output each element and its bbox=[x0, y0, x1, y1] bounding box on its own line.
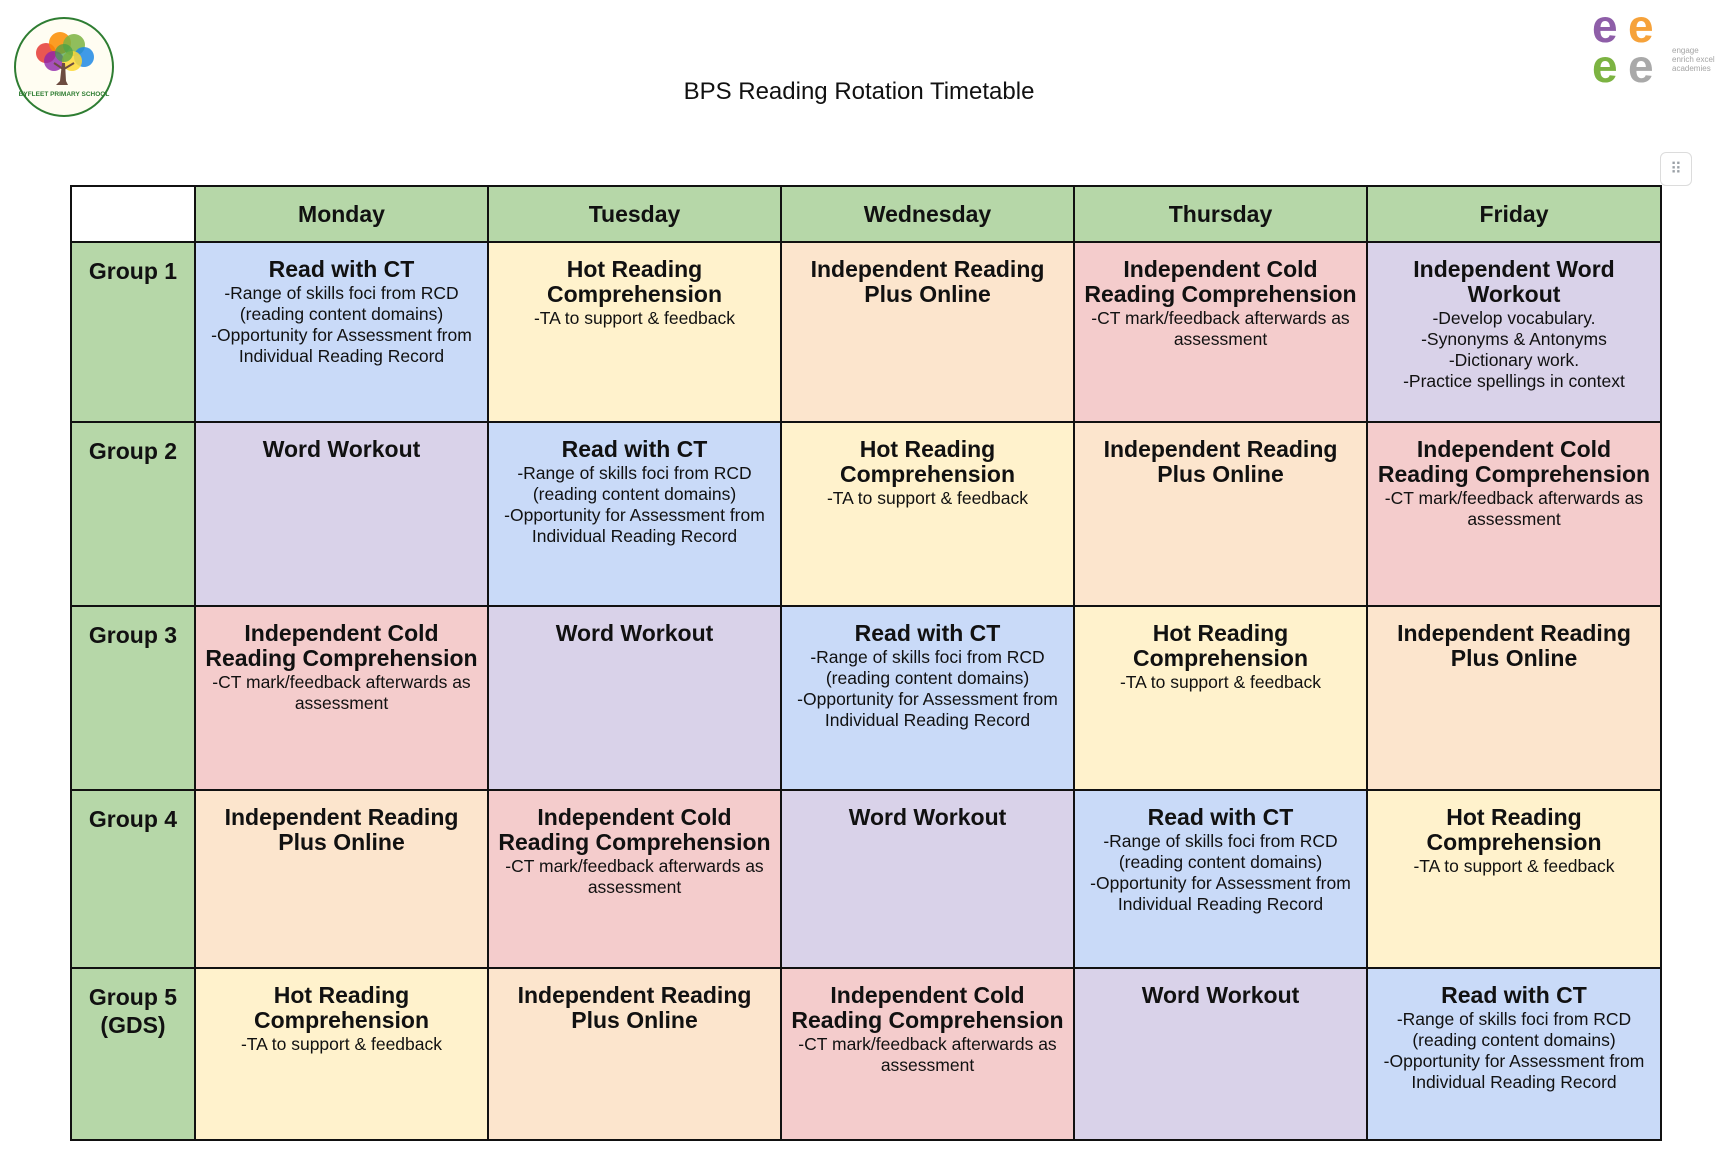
activity-title: Read with CT bbox=[268, 256, 415, 282]
activity-description: -TA to support & feedback bbox=[240, 1034, 443, 1054]
activity-cell bbox=[195, 968, 488, 1140]
activity-cell bbox=[195, 790, 488, 968]
activity-cell bbox=[488, 242, 781, 422]
activity-description: -CT mark/feedback afterwards as assessment bbox=[505, 856, 764, 897]
activity-title: Independent Reading Plus Online bbox=[1397, 620, 1631, 671]
page-title: BPS Reading Rotation Timetable bbox=[683, 78, 1035, 105]
activity-cell bbox=[1367, 606, 1661, 790]
activity-title: Independent Word Workout bbox=[1413, 256, 1615, 307]
activity-title: Independent Reading Plus Online bbox=[224, 804, 459, 855]
activity-title: Independent Reading Plus Online bbox=[1103, 436, 1338, 487]
svg-text:e: e bbox=[1592, 40, 1618, 86]
activity-cell bbox=[781, 422, 1074, 606]
activity-description: -TA to support & feedback bbox=[533, 308, 736, 328]
eeee-logo-icon bbox=[1592, 6, 1672, 86]
activity-title: Read with CT bbox=[854, 620, 1001, 646]
activity-cell bbox=[781, 790, 1074, 968]
activity-title: Word Workout bbox=[1141, 982, 1300, 1008]
activity-description: -Range of skills foci from RCD (reading content domains) -Opportunity for Assessment from Individual Reading Record bbox=[1090, 831, 1351, 914]
activity-description: -CT mark/feedback afterwards as assessment bbox=[798, 1034, 1057, 1075]
activity-title: Word Workout bbox=[262, 436, 421, 462]
activity-description: -Range of skills foci from RCD (reading content domains) -Opportunity for Assessment from Individual Reading Record bbox=[1383, 1009, 1645, 1092]
activity-cell bbox=[195, 606, 488, 790]
group-label: Group 5 (GDS) bbox=[71, 968, 195, 1140]
activity-cell bbox=[1367, 968, 1661, 1140]
activity-description: -Range of skills foci from RCD (reading content domains) -Opportunity for Assessment from Individual Reading Record bbox=[504, 463, 765, 546]
activity-cell bbox=[781, 242, 1074, 422]
table-row bbox=[71, 242, 1661, 422]
activity-cell bbox=[1074, 422, 1367, 606]
day-header-row bbox=[71, 186, 1661, 242]
activity-description: -CT mark/feedback afterwards as assessment bbox=[1384, 488, 1644, 529]
school-name-text: BYFLEET PRIMARY SCHOOL bbox=[18, 91, 110, 98]
activity-title: Independent Cold Reading Comprehension bbox=[498, 804, 771, 855]
activity-title: Independent Reading Plus Online bbox=[517, 982, 752, 1033]
activity-description: -CT mark/feedback afterwards as assessment bbox=[1091, 308, 1350, 349]
group-label: Group 4 bbox=[71, 790, 195, 968]
activity-title: Independent Cold Reading Comprehension bbox=[1377, 436, 1651, 487]
group-label: Group 1 bbox=[71, 242, 195, 422]
activity-description: -TA to support & feedback bbox=[1119, 672, 1322, 692]
svg-text:e: e bbox=[1592, 6, 1618, 52]
activity-cell bbox=[1367, 242, 1661, 422]
activity-cell bbox=[488, 790, 781, 968]
activity-description: -Range of skills foci from RCD (reading content domains) -Opportunity for Assessment from Individual Reading Record bbox=[797, 647, 1058, 730]
trust-name-text: engage enrich excel academies bbox=[1672, 46, 1715, 73]
activity-title: Independent Cold Reading Comprehension bbox=[1084, 256, 1357, 307]
activity-description: -TA to support & feedback bbox=[826, 488, 1029, 508]
activity-cell bbox=[1074, 606, 1367, 790]
activity-title: Read with CT bbox=[1147, 804, 1294, 830]
activity-title: Hot Reading Comprehension bbox=[839, 436, 1016, 487]
activity-title: Hot Reading Comprehension bbox=[1132, 620, 1309, 671]
activity-cell bbox=[488, 422, 781, 606]
table-row bbox=[71, 968, 1661, 1140]
activity-title: Independent Cold Reading Comprehension bbox=[791, 982, 1064, 1033]
activity-title: Hot Reading Comprehension bbox=[1426, 804, 1602, 855]
activity-title: Hot Reading Comprehension bbox=[253, 982, 430, 1033]
drag-handle-icon[interactable]: ⠿ bbox=[1660, 152, 1692, 186]
group-label: Group 3 bbox=[71, 606, 195, 790]
activity-cell bbox=[781, 968, 1074, 1140]
activity-cell bbox=[1074, 242, 1367, 422]
day-header: Wednesday bbox=[781, 186, 1074, 242]
activity-cell bbox=[1074, 790, 1367, 968]
svg-text:e: e bbox=[1628, 40, 1654, 86]
activity-cell bbox=[1074, 968, 1367, 1140]
activity-title: Independent Cold Reading Comprehension bbox=[205, 620, 478, 671]
activity-title: Read with CT bbox=[561, 436, 708, 462]
activity-cell bbox=[488, 606, 781, 790]
activity-title: Read with CT bbox=[1441, 982, 1587, 1008]
day-header: Monday bbox=[195, 186, 488, 242]
activity-cell bbox=[195, 242, 488, 422]
table-row bbox=[71, 790, 1661, 968]
activity-title: Hot Reading Comprehension bbox=[546, 256, 723, 307]
day-header: Friday bbox=[1367, 186, 1661, 242]
rotation-timetable bbox=[70, 185, 1662, 1141]
activity-description: -TA to support & feedback bbox=[1413, 856, 1615, 876]
trust-logo bbox=[1592, 6, 1718, 88]
activity-description: -CT mark/feedback afterwards as assessment bbox=[212, 672, 471, 713]
activity-cell bbox=[1367, 790, 1661, 968]
table-row bbox=[71, 606, 1661, 790]
activity-cell bbox=[195, 422, 488, 606]
activity-cell bbox=[488, 968, 781, 1140]
activity-title: Word Workout bbox=[848, 804, 1007, 830]
day-header: Thursday bbox=[1074, 186, 1367, 242]
svg-text:e: e bbox=[1628, 6, 1654, 52]
activity-cell bbox=[1367, 422, 1661, 606]
corner-cell bbox=[71, 186, 195, 242]
activity-description: -Range of skills foci from RCD (reading content domains) -Opportunity for Assessment from Individual Reading Record bbox=[211, 283, 472, 366]
day-header: Tuesday bbox=[488, 186, 781, 242]
activity-title: Word Workout bbox=[555, 620, 714, 646]
table-row bbox=[71, 422, 1661, 606]
group-label: Group 2 bbox=[71, 422, 195, 606]
activity-description: -Develop vocabulary. -Synonyms & Antonyms -Dictionary work. -Practice spellings in context bbox=[1403, 308, 1625, 391]
activity-cell bbox=[781, 606, 1074, 790]
activity-title: Independent Reading Plus Online bbox=[810, 256, 1045, 307]
